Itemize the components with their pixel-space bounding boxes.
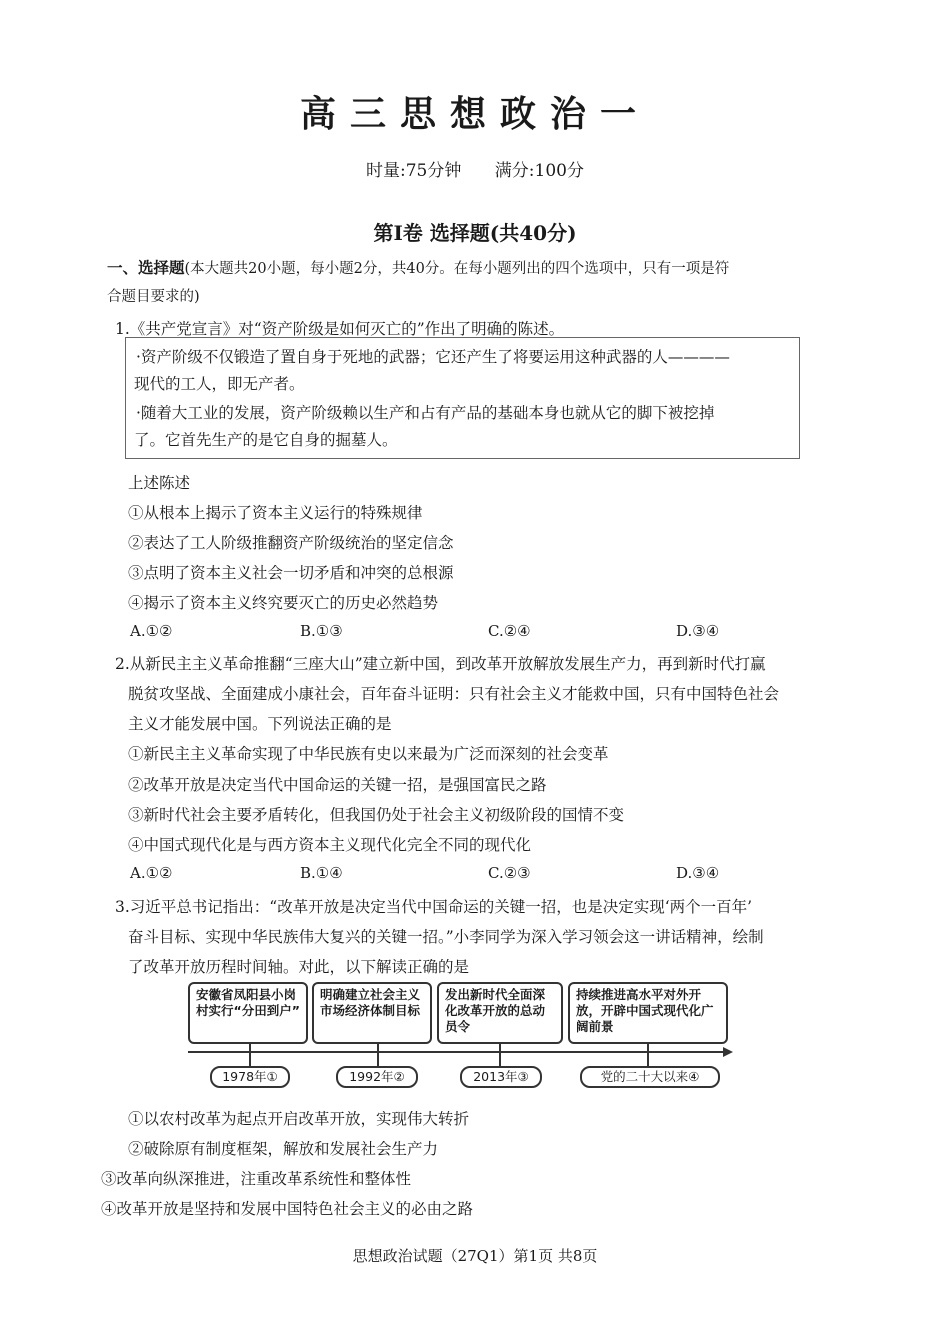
exam-score: 满分:100分 bbox=[494, 161, 584, 181]
q2-stem-line-1: 2.从新民主主义革命推翻“三座大山”建立新中国，到改革开放解放发展生产力，再到新时代打赢 bbox=[115, 655, 766, 673]
q1-quote-2b: 了。它首先生产的是它自身的掘墓人。 bbox=[134, 431, 398, 449]
timeline-label-4: 党的二十大以来④ bbox=[580, 1066, 720, 1088]
exam-title: 高三思想政治一 bbox=[299, 94, 650, 135]
q1-quote-1b: 现代的工人，即无产者。 bbox=[134, 375, 305, 393]
reform-timeline bbox=[188, 982, 733, 1092]
timeline-event-1: 安徽省凤阳县小岗村实行“分田到户” bbox=[188, 982, 308, 1044]
timeline-event-2: 明确建立社会主义市场经济体制目标 bbox=[312, 982, 432, 1044]
timeline-label-3: 2013年③ bbox=[460, 1066, 542, 1088]
q3-item-4: ④改革开放是坚持和发展中国特色社会主义的必由之路 bbox=[101, 1200, 474, 1218]
timeline-event-3: 发出新时代全面深化改革开放的总动员令 bbox=[437, 982, 563, 1044]
q1-quote-1a: ·资产阶级不仅锻造了置自身于死地的武器；它还产生了将要运用这种武器的人———— bbox=[136, 348, 730, 366]
q3-stem-line-1: 3.习近平总书记指出：“改革开放是决定当代中国命运的关键一招，也是决定实现‘两个一百年’ bbox=[115, 898, 753, 916]
q3-stem-line-2: 奋斗目标、实现中华民族伟大复兴的关键一招。”小李同学为深入学习领会这一讲话精神，绘制 bbox=[128, 928, 764, 946]
q2-option-a[interactable]: A.①② bbox=[130, 864, 173, 882]
q3-item-3: ③改革向纵深推进，注重改革系统性和整体性 bbox=[101, 1170, 412, 1188]
q3-item-2: ②破除原有制度框架，解放和发展社会生产力 bbox=[128, 1140, 439, 1158]
q3-stem-line-3: 了改革开放历程时间轴。对此，以下解读正确的是 bbox=[128, 958, 470, 976]
q2-item-3: ③新时代社会主要矛盾转化，但我国仍处于社会主义初级阶段的国情不变 bbox=[128, 806, 625, 824]
q1-item-2: ②表达了工人阶级推翻资产阶级统治的坚定信念 bbox=[128, 534, 454, 552]
q1-stem: 1.《共产党宣言》对“资产阶级是如何灭亡的”作出了明确的陈述。 bbox=[115, 320, 565, 338]
timeline-label-1: 1978年① bbox=[210, 1066, 290, 1088]
q1-item-1: ①从根本上揭示了资本主义运行的特殊规律 bbox=[128, 504, 423, 522]
q1-option-d[interactable]: D.③④ bbox=[676, 622, 720, 640]
exam-time: 时量:75分钟 bbox=[366, 161, 462, 181]
exam-meta bbox=[0, 156, 950, 181]
q2-item-1: ①新民主主义革命实现了中华民族有史以来最为广泛而深刻的社会变革 bbox=[128, 745, 609, 763]
q3-item-1: ①以农村改革为起点开启改革开放，实现伟大转折 bbox=[128, 1110, 470, 1128]
q1-quote-2a: ·随着大工业的发展，资产阶级赖以生产和占有产品的基础本身也就从它的脚下被挖掉 bbox=[136, 404, 715, 422]
q2-option-d[interactable]: D.③④ bbox=[676, 864, 720, 882]
q2-option-c[interactable]: C.②③ bbox=[488, 864, 531, 882]
q1-option-c[interactable]: C.②④ bbox=[488, 622, 531, 640]
q2-option-b[interactable]: B.①④ bbox=[300, 864, 343, 882]
page-footer: 思想政治试题（27Q1）第1页 共8页 bbox=[352, 1247, 598, 1265]
q1-item-3: ③点明了资本主义社会一切矛盾和冲突的总根源 bbox=[128, 564, 454, 582]
q1-option-a[interactable]: A.①② bbox=[130, 622, 173, 640]
part-instructions bbox=[107, 256, 729, 278]
q2-item-4: ④中国式现代化是与西方资本主义现代化完全不同的现代化 bbox=[128, 836, 532, 854]
timeline-label-2: 1992年② bbox=[336, 1066, 418, 1088]
part-desc-line-2: 合题目要求的) bbox=[107, 289, 200, 305]
q1-item-4: ④揭示了资本主义终究要灭亡的历史必然趋势 bbox=[128, 594, 439, 612]
q1-option-b[interactable]: B.①③ bbox=[300, 622, 343, 640]
timeline-event-4: 持续推进高水平对外开放，开辟中国式现代化广阔前景 bbox=[568, 982, 728, 1044]
q1-lead: 上述陈述 bbox=[128, 474, 191, 492]
part-label: 一、选择题 bbox=[107, 259, 185, 277]
q2-stem-line-3: 主义才能发展中国。下列说法正确的是 bbox=[128, 715, 392, 733]
q2-stem-line-2: 脱贫攻坚战、全面建成小康社会，百年奋斗证明：只有社会主义才能救中国，只有中国特色社会 bbox=[128, 685, 780, 703]
q2-item-2: ②改革开放是决定当代中国命运的关键一招，是强国富民之路 bbox=[128, 776, 547, 794]
section-title: 第Ⅰ卷 选择题(共40分) bbox=[373, 221, 577, 245]
part-desc-line-1: (本大题共20小题，每小题2分，共40分。在每小题列出的四个选项中，只有一项是符 bbox=[184, 261, 730, 277]
